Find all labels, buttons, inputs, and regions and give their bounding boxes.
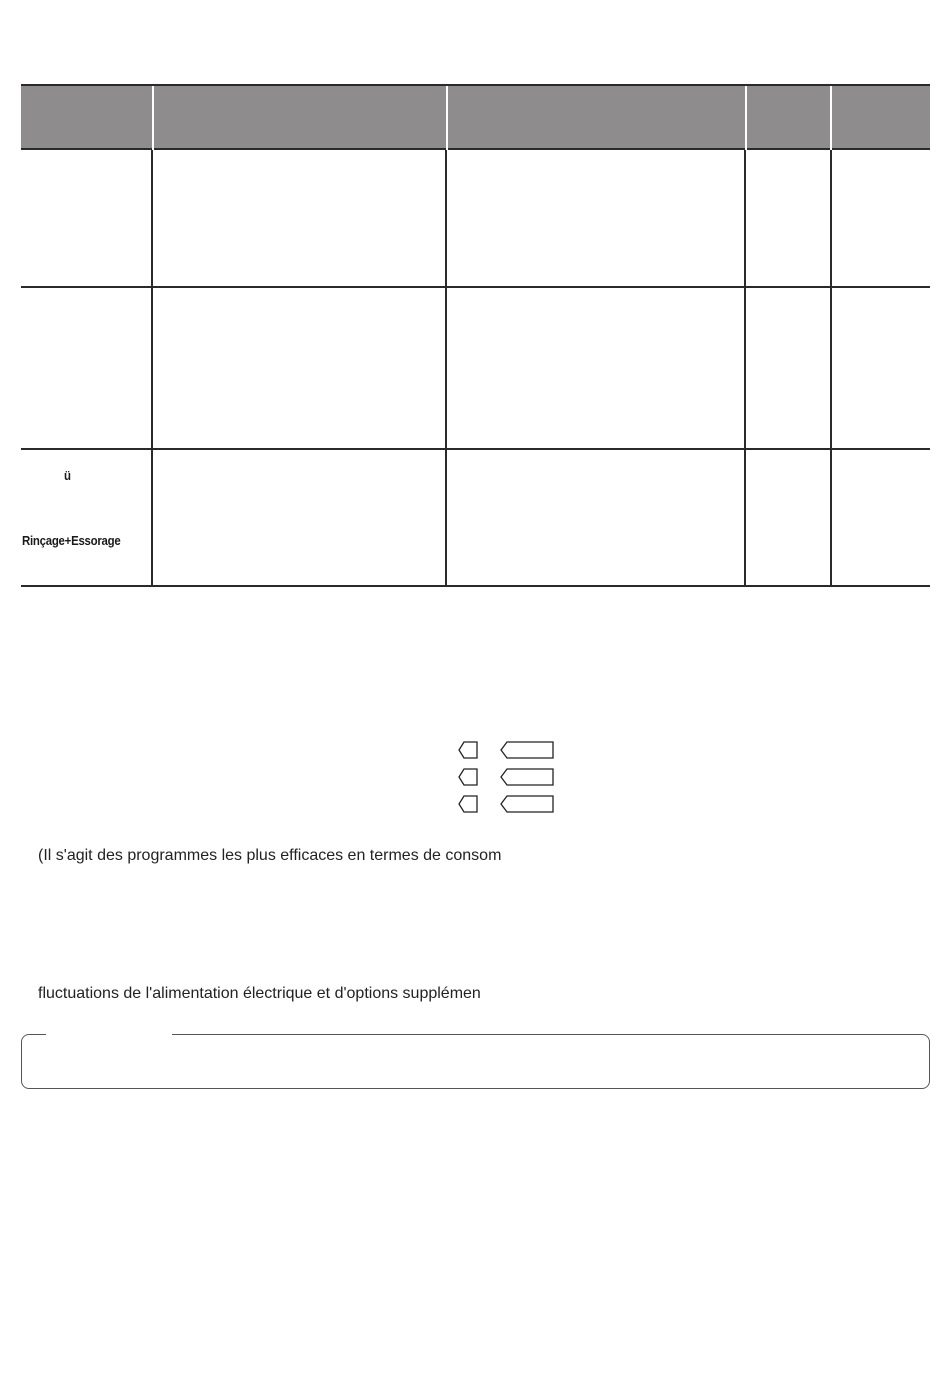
header-separator [152, 86, 154, 150]
program-table [21, 84, 930, 587]
table-header [21, 84, 930, 150]
energy-class-arrow-icon [458, 768, 478, 786]
column-rule [151, 150, 153, 587]
header-separator [745, 86, 747, 150]
header-separator [830, 86, 832, 150]
row-rule [21, 585, 930, 587]
energy-class-arrow-icon [458, 741, 478, 759]
energy-class-arrow-icon [500, 768, 554, 786]
info-box [21, 1034, 930, 1089]
fluctuations-note: fluctuations de l'alimentation électrique et d'options supplémen [38, 985, 481, 1002]
program-symbol: ü [64, 468, 71, 483]
row-rule [21, 286, 930, 288]
efficient-programs-note: (Il s'agit des programmes les plus efficaces en termes de consom [38, 847, 502, 864]
row-rule [21, 448, 930, 450]
column-rule [744, 150, 746, 587]
program-name: Rinçage+Essorage [22, 533, 121, 548]
column-rule [830, 150, 832, 587]
energy-class-arrow-icon [500, 795, 554, 813]
energy-class-arrow-icon [458, 795, 478, 813]
header-separator [446, 86, 448, 150]
energy-class-arrow-icon [500, 741, 554, 759]
column-rule [445, 150, 447, 587]
info-box-title-gap [46, 1030, 172, 1038]
